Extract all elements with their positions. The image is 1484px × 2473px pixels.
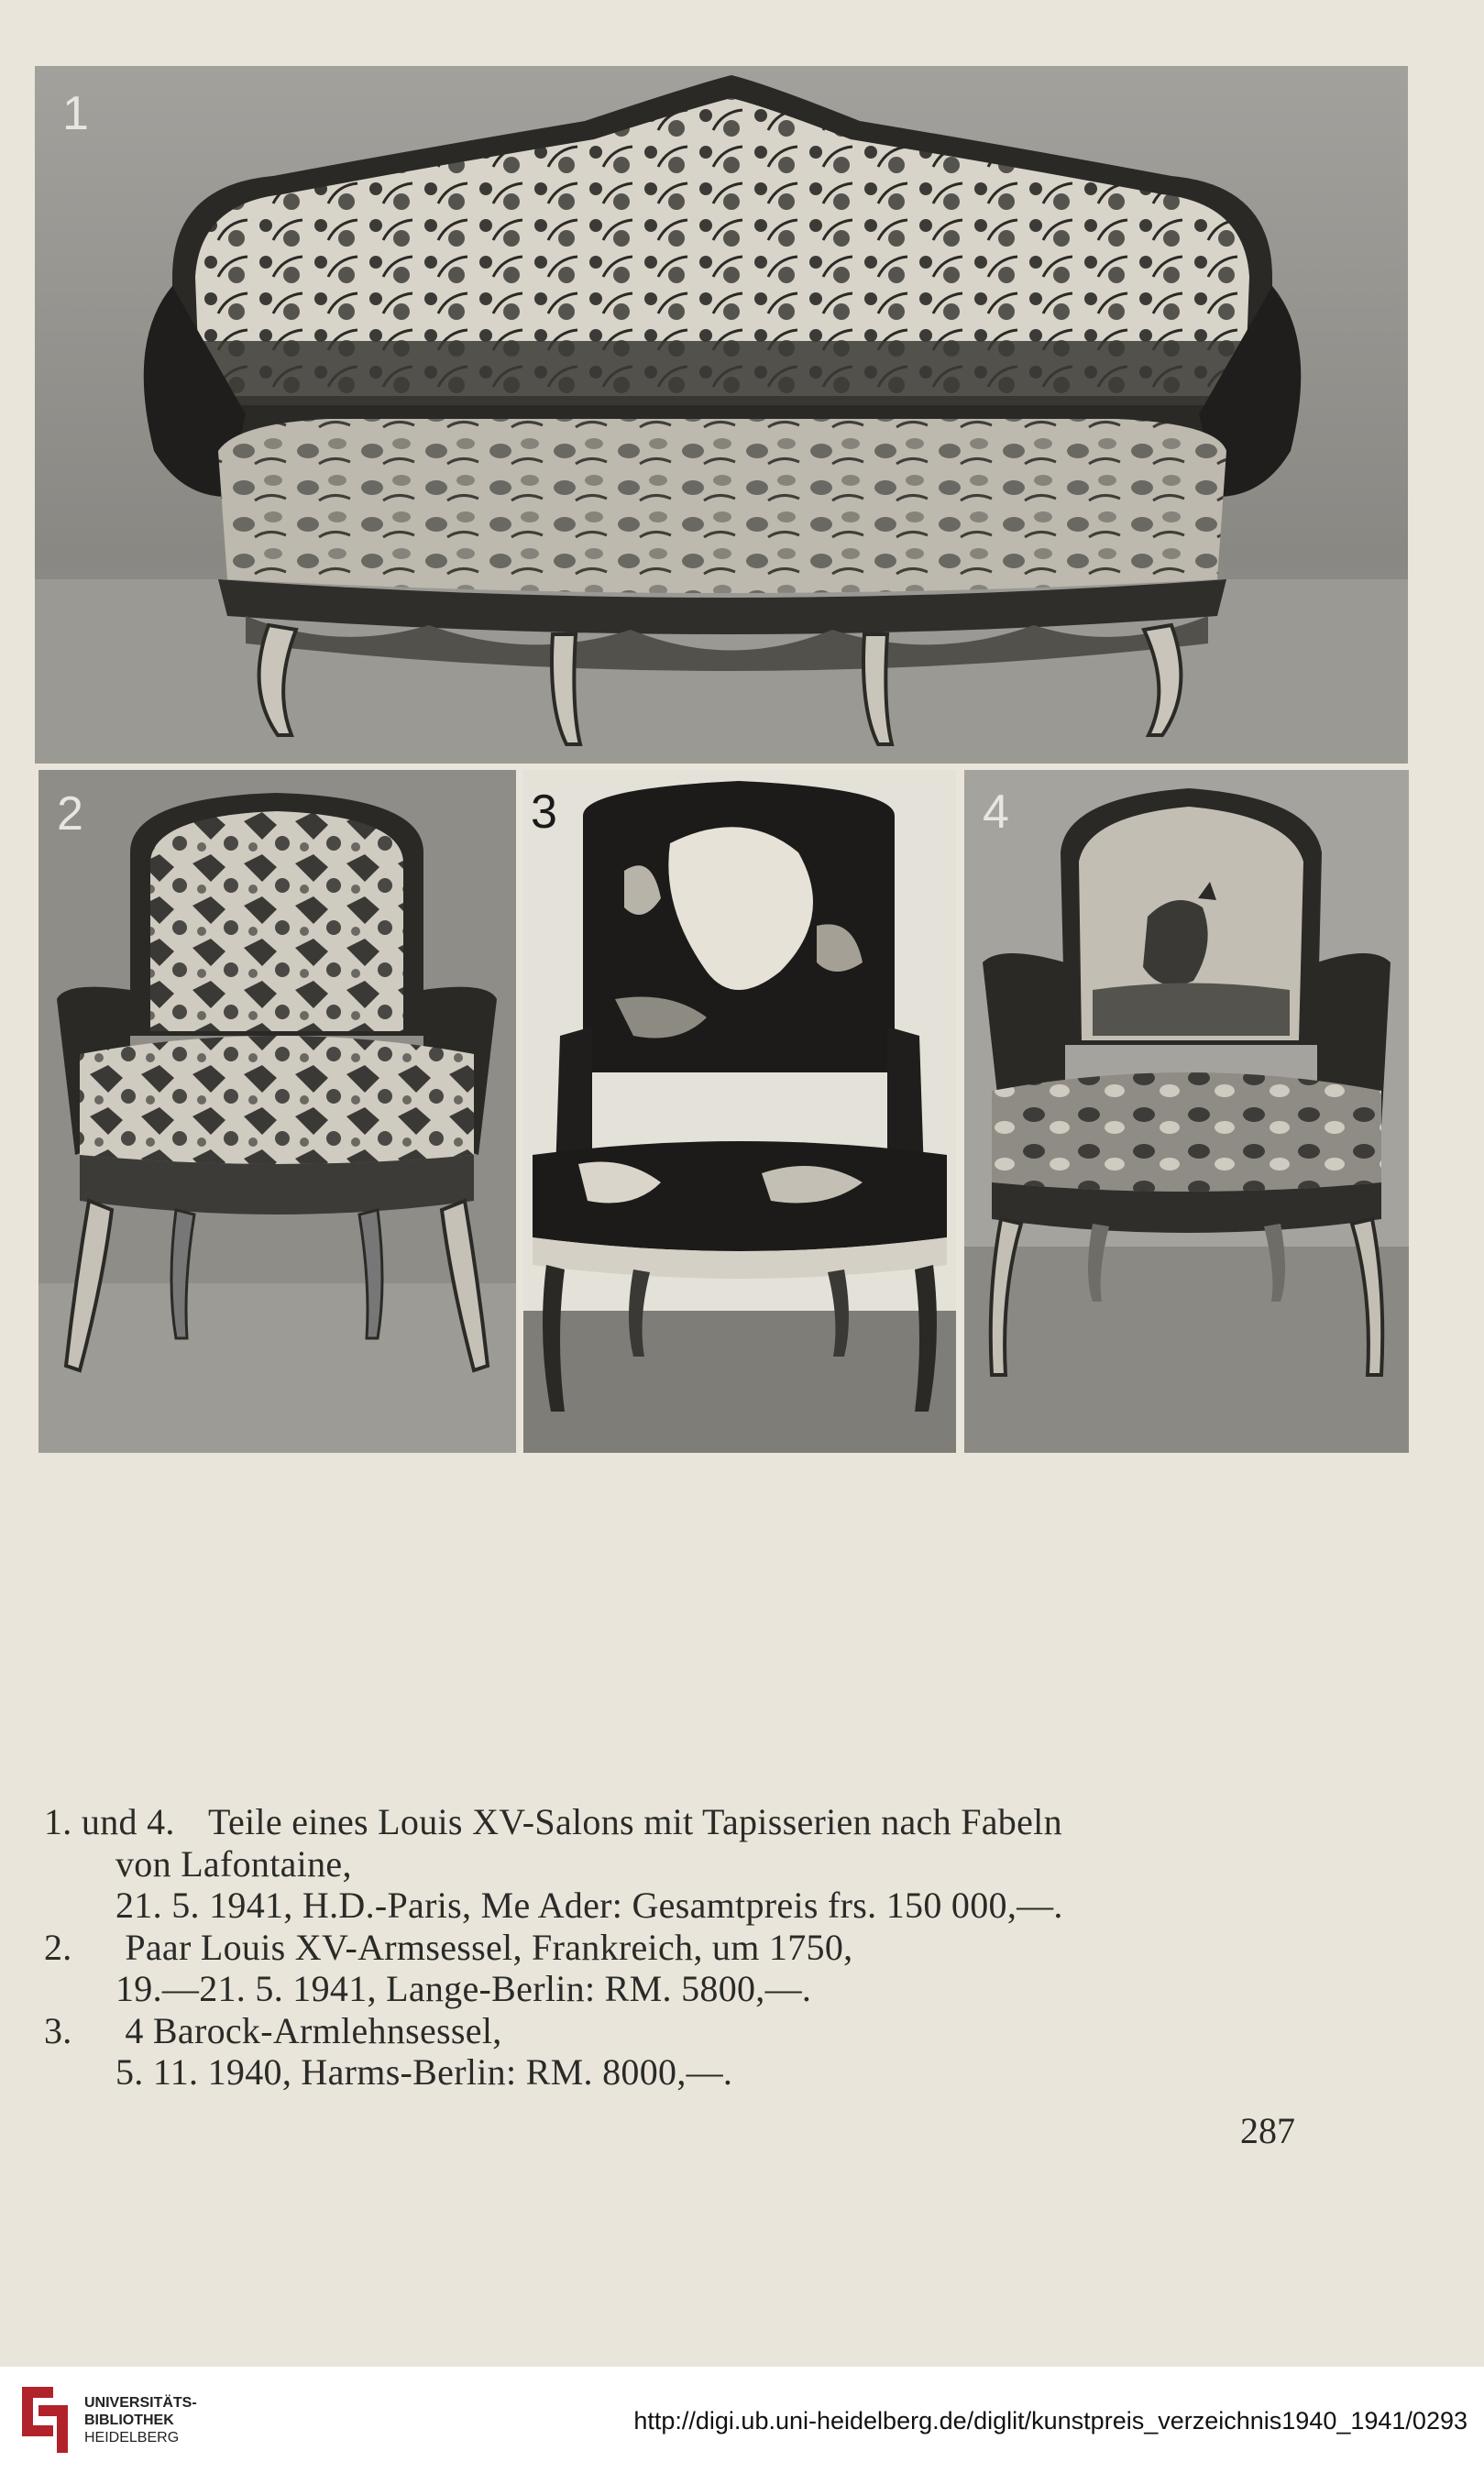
university-library-logo-icon xyxy=(16,2380,73,2460)
floral-armchair-illustration xyxy=(38,770,516,1453)
plate-1-sofa-photo xyxy=(35,66,1408,764)
plate-number: 1 xyxy=(62,87,89,140)
plate-number: 3 xyxy=(531,786,557,839)
caption-text: Paar Louis XV-Armsessel, Frankreich, um 1750, xyxy=(125,1926,853,1968)
caption-line xyxy=(44,1843,1401,1885)
caption-number: 3. xyxy=(44,2009,72,2051)
page-number: 287 xyxy=(1240,2110,1295,2151)
library-name-line: BIBLIOTHEK xyxy=(84,2413,174,2428)
library-name-line: HEIDELBERG xyxy=(84,2430,180,2446)
caption-text: 19.—21. 5. 1941, Lange-Berlin: RM. 5800,—. xyxy=(115,1968,812,2009)
source-url-link[interactable]: http://digi.ub.uni-heidelberg.de/diglit/kunstpreis_verzeichnis1940_1941/0293 xyxy=(633,2407,1468,2435)
rooster-armchair-illustration xyxy=(964,770,1409,1453)
caption-text: von Lafontaine, xyxy=(115,1842,352,1885)
caption-line xyxy=(44,1968,1401,2010)
caption-text: Teile eines Louis XV-Salons mit Tapisserien nach Fabeln xyxy=(208,1801,1062,1842)
plate-3-armchair-photo xyxy=(523,770,956,1453)
sofa-illustration xyxy=(35,66,1408,764)
caption-text: 5. 11. 1940, Harms-Berlin: RM. 8000,—. xyxy=(115,2051,733,2093)
caption-number: 1. und 4. xyxy=(44,1801,175,1842)
plate-number: 4 xyxy=(983,786,1009,839)
plate-4-armchair-photo xyxy=(964,770,1409,1453)
caption-line xyxy=(44,2051,1401,2094)
caption-text: 4 Barock-Armlehnsessel, xyxy=(125,2009,502,2051)
library-name-line: UNIVERSITÄTS- xyxy=(84,2395,197,2411)
library-name xyxy=(84,2394,197,2446)
caption-line xyxy=(44,1885,1401,1927)
tapestry-armchair-illustration xyxy=(523,770,956,1453)
digitization-footer xyxy=(0,2367,1484,2473)
caption-text: 21. 5. 1941, H.D.-Paris, Me Ader: Gesamtpreis frs. 150 000,—. xyxy=(115,1885,1063,1926)
caption-line xyxy=(44,1927,1401,1969)
caption xyxy=(44,1801,1401,2094)
caption-number: 2. xyxy=(44,1926,72,1968)
plate-number: 2 xyxy=(57,787,83,841)
plate-2-armchair-photo xyxy=(38,770,516,1453)
caption-line xyxy=(44,1801,1401,1843)
caption-line xyxy=(44,2010,1401,2052)
